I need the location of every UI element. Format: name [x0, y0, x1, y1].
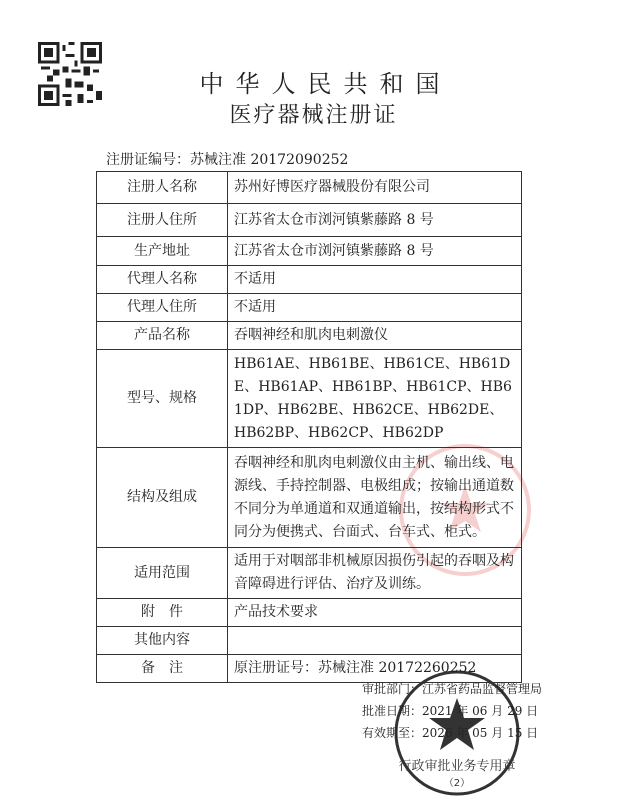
title-certificate: 医疗器械注册证 — [229, 103, 398, 128]
certificate-table — [96, 171, 522, 683]
approval-department: 审批部门：江苏省药品监督管理局 — [362, 682, 543, 696]
table-row — [97, 627, 522, 655]
row-value: 吞咽神经和肌肉电刺激仪 — [228, 322, 522, 350]
row-label: 备 注 — [97, 655, 228, 683]
row-label: 附 件 — [97, 599, 228, 627]
valid-until: 有效期至：2026 年 05 月 15 日 — [362, 726, 539, 740]
row-value: 原注册证号：苏械注准 20172260252 — [228, 655, 522, 683]
row-label: 生产地址 — [97, 237, 228, 266]
row-value: 江苏省太仓市浏河镇紫藤路 8 号 — [228, 237, 522, 266]
row-label: 适用范围 — [97, 548, 228, 599]
approval-date: 批准日期：2021 年 06 月 29 日 — [362, 704, 539, 718]
table-row — [97, 350, 522, 448]
row-value: HB61AE、HB61BE、HB61CE、HB61DE、HB61AP、HB61BP、HB61CP、HB61DP、HB62BE、HB62CE、HB62DE、HB62BP、HB62CP、HB62DP — [228, 350, 522, 448]
seal-number: （2） — [443, 778, 471, 789]
row-label: 注册人住所 — [97, 204, 228, 237]
row-label: 其他内容 — [97, 627, 228, 655]
table-row — [97, 448, 522, 548]
registration-number: 注册证编号：苏械注准 20172090252 — [106, 152, 349, 168]
row-label: 结构及组成 — [97, 448, 228, 548]
row-label: 产品名称 — [97, 322, 228, 350]
table-row — [97, 322, 522, 350]
row-value: 吞咽神经和肌肉电刺激仪由主机、输出线、电源线、手持控制器、电极组成；按输出通道数不同分为单通道和双通道输出，按结构形式不同分为便携式、台面式、台车式、柜式。 — [228, 448, 522, 548]
row-label: 代理人名称 — [97, 266, 228, 294]
table-row — [97, 655, 522, 683]
table-row — [97, 548, 522, 599]
row-value: 产品技术要求 — [228, 599, 522, 627]
row-label: 代理人住所 — [97, 294, 228, 322]
table-row — [97, 294, 522, 322]
row-value: 不适用 — [228, 294, 522, 322]
row-value: 苏州好博医疗器械股份有限公司 — [228, 172, 522, 204]
table-row — [97, 204, 522, 237]
seal-subtitle: 行政审批业务专用章 — [398, 759, 516, 774]
row-value: 不适用 — [228, 266, 522, 294]
table-row — [97, 172, 522, 204]
table-row — [97, 599, 522, 627]
row-value: 江苏省太仓市浏河镇紫藤路 8 号 — [228, 204, 522, 237]
row-label: 注册人名称 — [97, 172, 228, 204]
row-value — [228, 627, 522, 655]
table-row — [97, 237, 522, 266]
title-country: 中华人民共和国 — [199, 70, 452, 98]
table-row — [97, 266, 522, 294]
row-label: 型号、规格 — [97, 350, 228, 448]
row-value: 适用于对咽部非机械原因损伤引起的吞咽及构音障碍进行评估、治疗及训练。 — [228, 548, 522, 599]
